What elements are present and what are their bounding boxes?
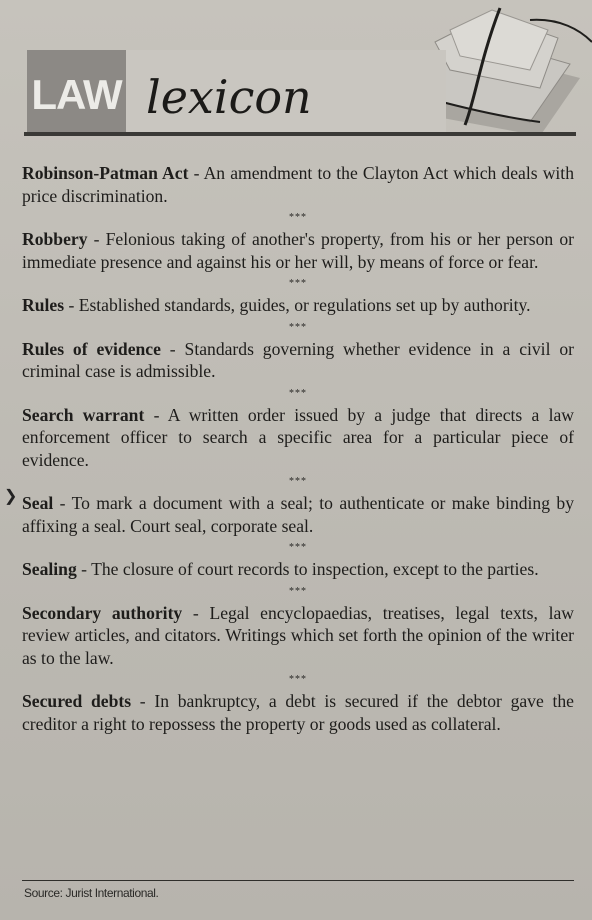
entry-definition: - Established standards, guides, or regulations set up by authority. <box>64 295 531 315</box>
entry-definition: - Legal encyclopaedias, treatises, legal texts, law review articles, and citators. Writings which set forth the opinion of the writer as to the law. <box>22 602 574 668</box>
glossary-entries <box>22 162 574 735</box>
entry-definition: - The closure of court records to inspection, except to the parties. <box>76 559 539 579</box>
entry-definition: - A written order issued by a judge that directs a law enforcement officer to search a specific area for a particular piece of evidence. <box>22 404 575 470</box>
entry-separator: *** <box>289 387 307 399</box>
entry-term: Rules of evidence <box>22 338 161 359</box>
source-credit: Source: Jurist International. <box>24 886 159 900</box>
entry-term: Sealing <box>22 559 77 579</box>
entry-term: Robinson-Patman Act <box>22 163 189 183</box>
glossary-entry <box>22 404 574 472</box>
glossary-entry <box>22 294 574 317</box>
footer-rule <box>22 880 574 881</box>
glossary-entry <box>22 558 574 581</box>
entry-definition: - To mark a document with a seal; to authenticate or make binding by affixing a seal. Court seal, corporate seal. <box>22 493 574 536</box>
glossary-entry <box>22 690 574 735</box>
glossary-entry <box>22 338 574 383</box>
entry-separator: *** <box>289 321 307 333</box>
entry-separator: *** <box>289 476 307 487</box>
glossary-entry <box>22 492 574 537</box>
entry-term: Rules <box>22 295 65 315</box>
entry-term: Seal <box>22 493 54 513</box>
masthead-tag: LAW <box>31 71 122 118</box>
entry-definition: - An amendment to the Clayton Act which deals with price discrimination. <box>22 163 574 206</box>
entry-definition: - In bankruptcy, a debt is secured if the debtor gave the creditor a right to repossess the property or goods used as collateral. <box>22 691 574 734</box>
entry-definition: - Standards governing whether evidence in a civil or criminal case is admissible. <box>22 338 574 381</box>
masthead <box>0 0 592 150</box>
entry-term: Secondary authority <box>22 602 183 623</box>
glossary-entry <box>22 228 574 273</box>
entry-separator: *** <box>289 212 307 223</box>
glossary-entry <box>22 162 574 207</box>
masthead-title: lexicon <box>146 70 312 124</box>
margin-mark: ❯ <box>4 488 18 505</box>
entry-separator: *** <box>289 542 307 553</box>
entry-term: Secured debts <box>22 691 132 711</box>
entry-term: Search warrant <box>22 404 145 425</box>
glossary-entry <box>22 602 574 670</box>
entry-separator: *** <box>289 278 307 289</box>
entry-definition: - Felonious taking of another's property, from his or her person or immediate presence and against his or her will, by means of force or fear. <box>22 229 574 272</box>
header-rule <box>24 132 576 136</box>
entry-separator: *** <box>289 674 307 685</box>
entry-separator: *** <box>289 585 307 597</box>
entry-term: Robbery <box>22 229 88 249</box>
